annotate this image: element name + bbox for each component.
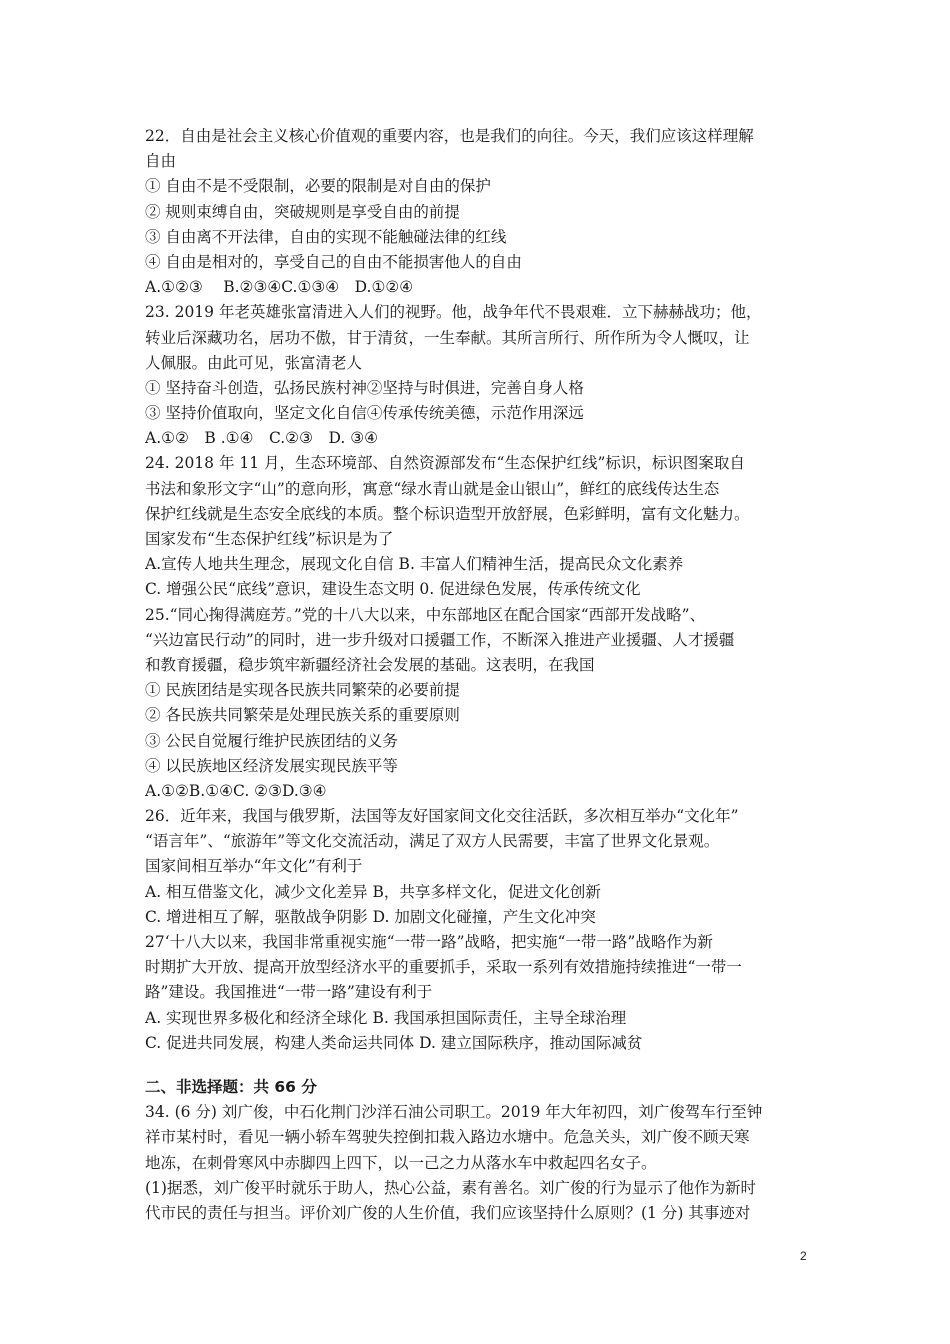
question-stem: 人佩服。由此可见，张富清老人 — [145, 353, 363, 372]
answer-choices: A. 相互借鉴文化，减少文化差异 B，共享多样文化，促进文化创新 — [145, 882, 601, 901]
statement-option: ① 民族团结是实现各民族共同繁荣的必要前提 — [145, 681, 460, 700]
statement-option: ④ 以民族地区经济发展实现民族平等 — [145, 756, 398, 775]
statement-option: ③ 公民自觉履行维护民族团结的义务 — [145, 731, 398, 750]
question-stem: 和教育援疆，稳步筑牢新疆经济社会发展的基础。这表明，在我国 — [145, 655, 595, 674]
answer-choices: C. 增强公民“底线”意识，建设生态文明 0. 促进绿色发展，传承传统文化 — [145, 580, 641, 599]
answer-choices: A. 实现世界多极化和经济全球化 B. 我国承担国际责任，主导全球治理 — [145, 1008, 627, 1027]
answer-choices: A.①② B .①④ C.②③ D. ③④ — [145, 429, 378, 448]
statement-option: ③ 自由离不开法律，自由的实现不能触碰法律的红线 — [145, 227, 507, 246]
question-stem: 转业后深藏功名，居功不傲，甘于清贫，一生奉献。其所言所行、所作所为令人慨叹，让 — [145, 328, 750, 347]
answer-choices: C. 促进共同发展，构建人类命运共同体 D. 建立国际秩序，推动国际减贫 — [145, 1033, 643, 1052]
question-24 — [145, 451, 815, 602]
answer-choices: C. 增进相互了解，驱散战争阴影 D. 加剧文化碰撞，产生文化冲突 — [145, 907, 596, 926]
answer-choices: A.①②③ B.②③④C.①③④ D.①②④ — [145, 278, 414, 297]
question-23 — [145, 300, 815, 451]
question-stem: 路”建设。我国推进“一带一路”建设有利于 — [145, 983, 433, 1002]
statement-option: ① 自由不是不受限制，必要的限制是对自由的保护 — [145, 177, 491, 196]
statement-option: ② 各民族共同繁荣是处理民族关系的重要原则 — [145, 706, 460, 725]
question-stem: 23. 2019 年老英雄张富清进入人们的视野。他，战争年代不畏艰难．立下赫赫战功；他， — [145, 303, 762, 322]
question-22 — [145, 124, 815, 300]
question-stem: 26．近年来，我国与俄罗斯，法国等友好国家间文化交往活跃，多次相互举办“文化年” — [145, 807, 739, 826]
sub-question: 代市民的责任与担当。评价刘广俊的人生价值，我们应该坚持什么原则？(1 分) 其事迹对 — [145, 1203, 751, 1222]
question-stem: 25.“同心掬得满庭芳。”党的十八大以来，中东部地区在配合国家“西部开发战略”、 — [145, 605, 706, 624]
question-26 — [145, 804, 815, 930]
question-stem: 27‘十八大以来，我国非常重视实施“一带一路”战略，把实施“一带一路”战略作为新 — [145, 933, 713, 951]
page-number: 2 — [800, 1249, 807, 1263]
question-stem: “兴边富民行动”的同时，进一步升级对口援疆工作，不断深入推进产业援疆、人才援疆 — [145, 630, 735, 649]
statement-option: ① 坚持奋斗创造，弘扬民族村神②坚持与时俱进，完善自身人格 — [145, 378, 584, 397]
question-stem: 地冻，在刺骨寒风中赤脚四上四下，以一己之力从落水车中救起四名女子。 — [145, 1153, 657, 1172]
question-stem: 国家间相互举办“年文化”有利于 — [145, 857, 363, 876]
section-heading: 二、非选择题：共 66 分 — [145, 1077, 317, 1096]
question-stem: 保护红线就是生态安全底线的本质。整个标识造型开放舒展，色彩鲜明，富有文化魅力。 — [145, 504, 750, 523]
question-stem: 书法和象形文字“山”的意向形，寓意“绿水青山就是金山银山”，鲜红的底线传达生态 — [145, 479, 720, 498]
question-stem: 祥市某村时，看见一辆小轿车驾驶失控倒扣栽入路边水塘中。危急关头，刘广俊不顾天寒 — [145, 1128, 750, 1147]
question-25 — [145, 603, 815, 805]
question-stem: 24. 2018 年 11 月，生态环境部、自然资源部发布“生态保护红线”标识，标识图案取自 — [145, 454, 745, 473]
question-stem: 自由 — [145, 152, 177, 171]
question-27 — [145, 930, 815, 1056]
statement-option: ④ 自由是相对的，享受自己的自由不能损害他人的自由 — [145, 252, 522, 271]
question-stem: 国家发布“生态保护红线”标识是为了 — [145, 530, 394, 548]
question-stem: 时期扩大开放、提高开放型经济水平的重要抓手，采取一系列有效措施持续推进“一带一 — [145, 958, 742, 977]
page-content — [145, 124, 815, 1226]
question-stem: “语言年”、“旅游年”等文化交流活动，满足了双方人民需要，丰富了世界文化景观。 — [145, 832, 720, 851]
answer-choices: A.宣传人地共生理念，展现文化自信 B. 丰富人们精神生活，提高民众文化素养 — [145, 555, 684, 574]
statement-option: ③ 坚持价值取向，坚定文化自信④传承传统美德，示范作用深远 — [145, 404, 584, 423]
sub-question: (1)据悉，刘广俊平时就乐于助人，热心公益，素有善名。刘广俊的行为显示了他作为新时 — [145, 1178, 756, 1197]
question-34 — [145, 1100, 815, 1226]
question-stem: 34. (6 分) 刘广俊，中石化荆门沙洋石油公司职工。2019 年大年初四，刘广俊驾车行至钟 — [145, 1103, 763, 1122]
statement-option: ② 规则束缚自由，突破规则是享受自由的前提 — [145, 202, 460, 221]
question-stem: 22．自由是社会主义核心价值观的重要内容，也是我们的向往。今天，我们应该这样理解 — [145, 127, 754, 145]
answer-choices: A.①②B.①④C. ②③D.③④ — [145, 781, 327, 800]
